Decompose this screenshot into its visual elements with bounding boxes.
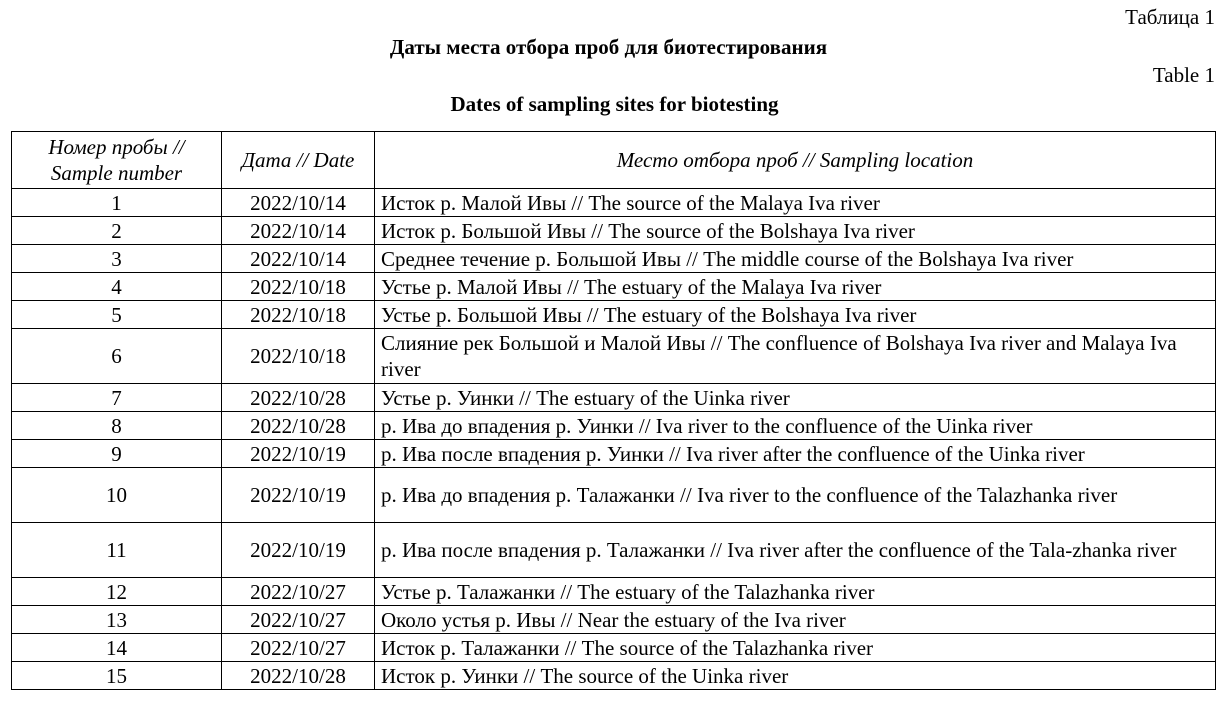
location-cell: Исток р. Большой Ивы // The source of the Bolshaya Iva river xyxy=(375,217,1216,245)
table-row xyxy=(12,440,1216,468)
sample-number-cell: 4 xyxy=(12,273,222,301)
sample-number-cell: 9 xyxy=(12,440,222,468)
sample-number-cell: 7 xyxy=(12,384,222,412)
date-cell: 2022/10/27 xyxy=(222,634,375,662)
location-cell: Исток р. Талажанки // The source of the Talazhanka river xyxy=(375,634,1216,662)
table-row xyxy=(12,606,1216,634)
location-cell: р. Ива после впадения р. Уинки // Iva river after the confluence of the Uinka river xyxy=(375,440,1216,468)
sample-number-cell: 3 xyxy=(12,245,222,273)
table-label-ru: Таблица 1 xyxy=(1125,5,1215,29)
location-cell: Устье р. Малой Ивы // The estuary of the Malaya Iva river xyxy=(375,273,1216,301)
date-cell: 2022/10/19 xyxy=(222,468,375,523)
date-cell: 2022/10/28 xyxy=(222,384,375,412)
table-row xyxy=(12,578,1216,606)
sample-number-cell: 12 xyxy=(12,578,222,606)
location-cell: Устье р. Большой Ивы // The estuary of the Bolshaya Iva river xyxy=(375,301,1216,329)
table-row xyxy=(12,329,1216,384)
location-cell: Около устья р. Ивы // Near the estuary of the Iva river xyxy=(375,606,1216,634)
location-cell: р. Ива после впадения р. Талажанки // Iva river after the confluence of the Tala-zhanka river xyxy=(375,523,1216,578)
date-cell: 2022/10/18 xyxy=(222,301,375,329)
header-sampling-location: Место отбора проб // Sampling location xyxy=(375,132,1216,189)
header-sample-number-line1: Номер пробы // xyxy=(48,135,185,159)
date-cell: 2022/10/28 xyxy=(222,662,375,690)
date-cell: 2022/10/14 xyxy=(222,217,375,245)
table-row xyxy=(12,384,1216,412)
sample-number-cell: 1 xyxy=(12,189,222,217)
table-row xyxy=(12,412,1216,440)
table-row xyxy=(12,301,1216,329)
header-sample-number-line2: Sample number xyxy=(50,161,183,185)
table-body xyxy=(12,189,1216,690)
header-sample-number xyxy=(12,132,222,189)
table-row xyxy=(12,468,1216,523)
location-cell: р. Ива до впадения р. Уинки // Iva river to the confluence of the Uinka river xyxy=(375,412,1216,440)
date-cell: 2022/10/28 xyxy=(222,412,375,440)
sample-number-cell: 13 xyxy=(12,606,222,634)
date-cell: 2022/10/19 xyxy=(222,440,375,468)
sample-number-cell: 14 xyxy=(12,634,222,662)
table-row xyxy=(12,523,1216,578)
date-cell: 2022/10/18 xyxy=(222,273,375,301)
sample-number-cell: 8 xyxy=(12,412,222,440)
location-cell: Устье р. Уинки // The estuary of the Uinka river xyxy=(375,384,1216,412)
sample-number-cell: 5 xyxy=(12,301,222,329)
sample-number-cell: 10 xyxy=(12,468,222,523)
table-row xyxy=(12,662,1216,690)
location-cell: Среднее течение р. Большой Ивы // The middle course of the Bolshaya Iva river xyxy=(375,245,1216,273)
location-cell: Слияние рек Большой и Малой Ивы // The confluence of Bolshaya Iva river and Malaya Iva river xyxy=(375,329,1216,384)
date-cell: 2022/10/14 xyxy=(222,245,375,273)
table-title-ru: Даты места отбора проб для биотестирования xyxy=(389,35,828,59)
table-header-row xyxy=(12,132,1216,189)
table-row xyxy=(12,634,1216,662)
sample-number-cell: 15 xyxy=(12,662,222,690)
table-label-en: Table 1 xyxy=(1152,63,1215,87)
sample-number-cell: 6 xyxy=(12,329,222,384)
location-cell: Устье р. Талажанки // The estuary of the Talazhanka river xyxy=(375,578,1216,606)
location-cell: р. Ива до впадения р. Талажанки // Iva river to the confluence of the Talazhanka river xyxy=(375,468,1216,523)
location-cell: Исток р. Уинки // The source of the Uinka river xyxy=(375,662,1216,690)
date-cell: 2022/10/19 xyxy=(222,523,375,578)
date-cell: 2022/10/14 xyxy=(222,189,375,217)
table-row xyxy=(12,189,1216,217)
table-title-en: Dates of sampling sites for biotesting xyxy=(450,92,779,116)
date-cell: 2022/10/27 xyxy=(222,606,375,634)
sample-number-cell: 11 xyxy=(12,523,222,578)
table-row xyxy=(12,273,1216,301)
location-cell: Исток р. Малой Ивы // The source of the Malaya Iva river xyxy=(375,189,1216,217)
date-cell: 2022/10/27 xyxy=(222,578,375,606)
table-row xyxy=(12,245,1216,273)
sampling-table xyxy=(11,131,1216,690)
sample-number-cell: 2 xyxy=(12,217,222,245)
table-row xyxy=(12,217,1216,245)
date-cell: 2022/10/18 xyxy=(222,329,375,384)
header-date: Дата // Date xyxy=(222,132,375,189)
